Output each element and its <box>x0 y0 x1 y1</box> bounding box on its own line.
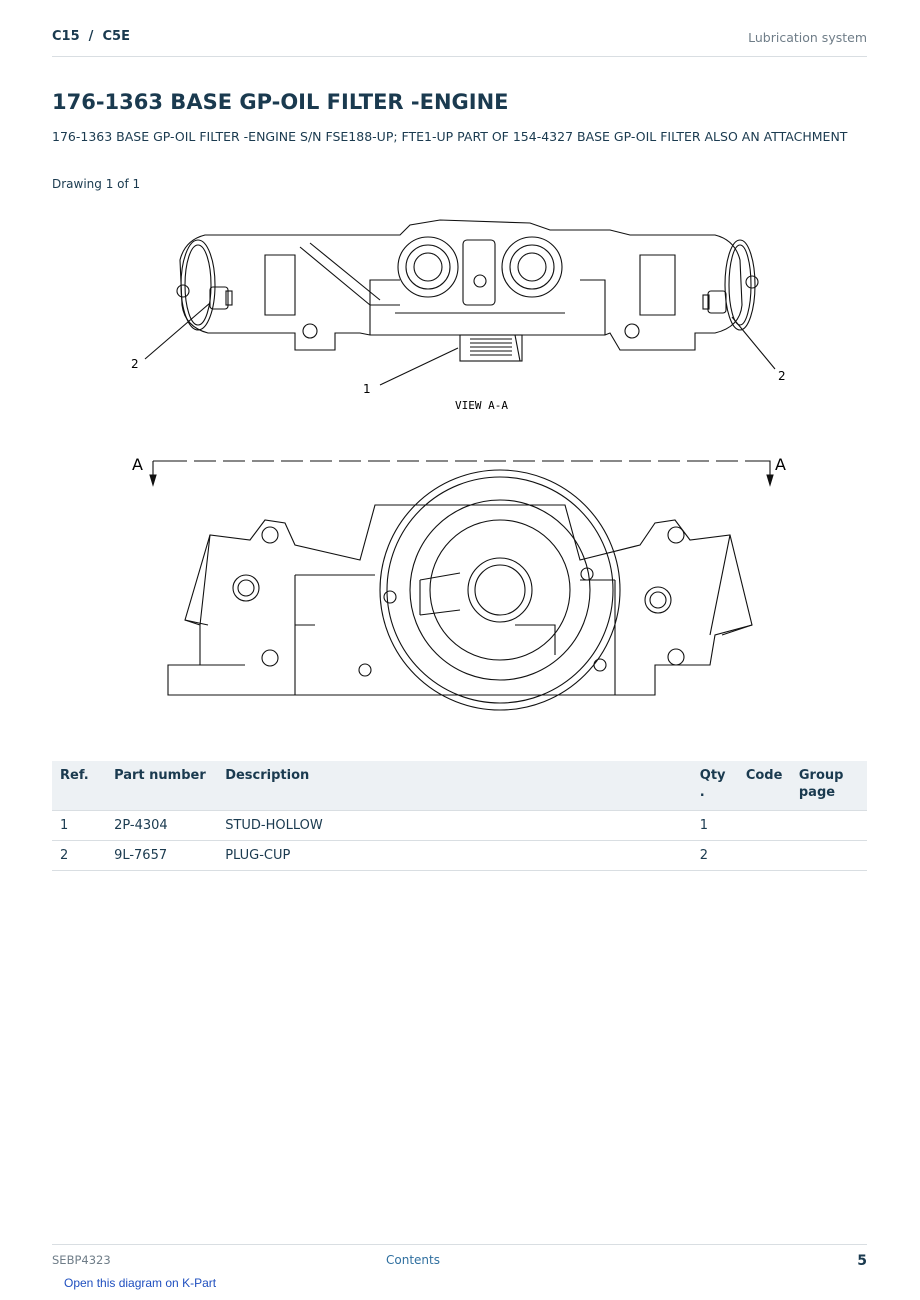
view-label <box>455 399 508 412</box>
callout-1 <box>363 382 371 396</box>
col-header-qty: Qty . <box>692 761 738 811</box>
cell-code <box>738 811 791 841</box>
col-header-code: Code <box>738 761 791 811</box>
col-header-ref: Ref. <box>52 761 106 811</box>
callout-2-left <box>131 357 139 371</box>
cell-part-number: 2P-4304 <box>106 811 217 841</box>
cell-description: PLUG-CUP <box>217 841 692 871</box>
part-description: 176-1363 BASE GP-OIL FILTER -ENGINE S/N FSE188-UP; FTE1-UP PART OF 154-4327 BASE GP-OIL FILTER ALSO AN ATTACHMENT <box>52 129 848 144</box>
svg-text:A: A <box>775 455 786 474</box>
plan-view-drawing <box>168 470 752 710</box>
kpart-link[interactable]: Open this diagram on K-Part <box>64 1276 217 1290</box>
parts-diagram <box>110 205 810 735</box>
cell-qty: 2 <box>692 841 738 871</box>
callout-2-right <box>778 369 786 383</box>
svg-text:A: A <box>132 455 143 474</box>
page-header <box>52 28 867 57</box>
col-header-part-number: Part number <box>106 761 217 811</box>
cell-group-page <box>791 841 867 871</box>
cell-group-page <box>791 811 867 841</box>
table-header-row <box>52 761 867 811</box>
svg-text:1: 1 <box>363 382 371 396</box>
section-label: Lubrication system <box>748 30 867 45</box>
page-title: 176-1363 BASE GP-OIL FILTER -ENGINE <box>52 90 509 114</box>
parts-table <box>52 761 867 871</box>
table-row <box>52 811 867 841</box>
table-row <box>52 841 867 871</box>
col-header-description: Description <box>217 761 692 811</box>
svg-text:2: 2 <box>131 357 139 371</box>
page-number: 5 <box>857 1253 867 1269</box>
section-mark-right <box>775 455 786 474</box>
svg-text:VIEW A-A: VIEW A-A <box>455 399 508 412</box>
page-footer <box>52 1244 867 1275</box>
cell-ref: 1 <box>52 811 106 841</box>
cell-code <box>738 841 791 871</box>
cell-qty: 1 <box>692 811 738 841</box>
col-header-group-page: Group page <box>791 761 867 811</box>
cell-ref: 2 <box>52 841 106 871</box>
model-label: C15 / C5E <box>52 29 130 44</box>
view-aa-drawing <box>145 220 775 385</box>
cell-part-number: 9L-7657 <box>106 841 217 871</box>
document-id: SEBP4323 <box>52 1253 111 1267</box>
section-line <box>150 461 773 485</box>
cell-description: STUD-HOLLOW <box>217 811 692 841</box>
section-mark-left <box>132 455 143 474</box>
drawing-label: Drawing 1 of 1 <box>52 177 141 191</box>
contents-link[interactable]: Contents <box>386 1253 440 1267</box>
svg-text:2: 2 <box>778 369 786 383</box>
